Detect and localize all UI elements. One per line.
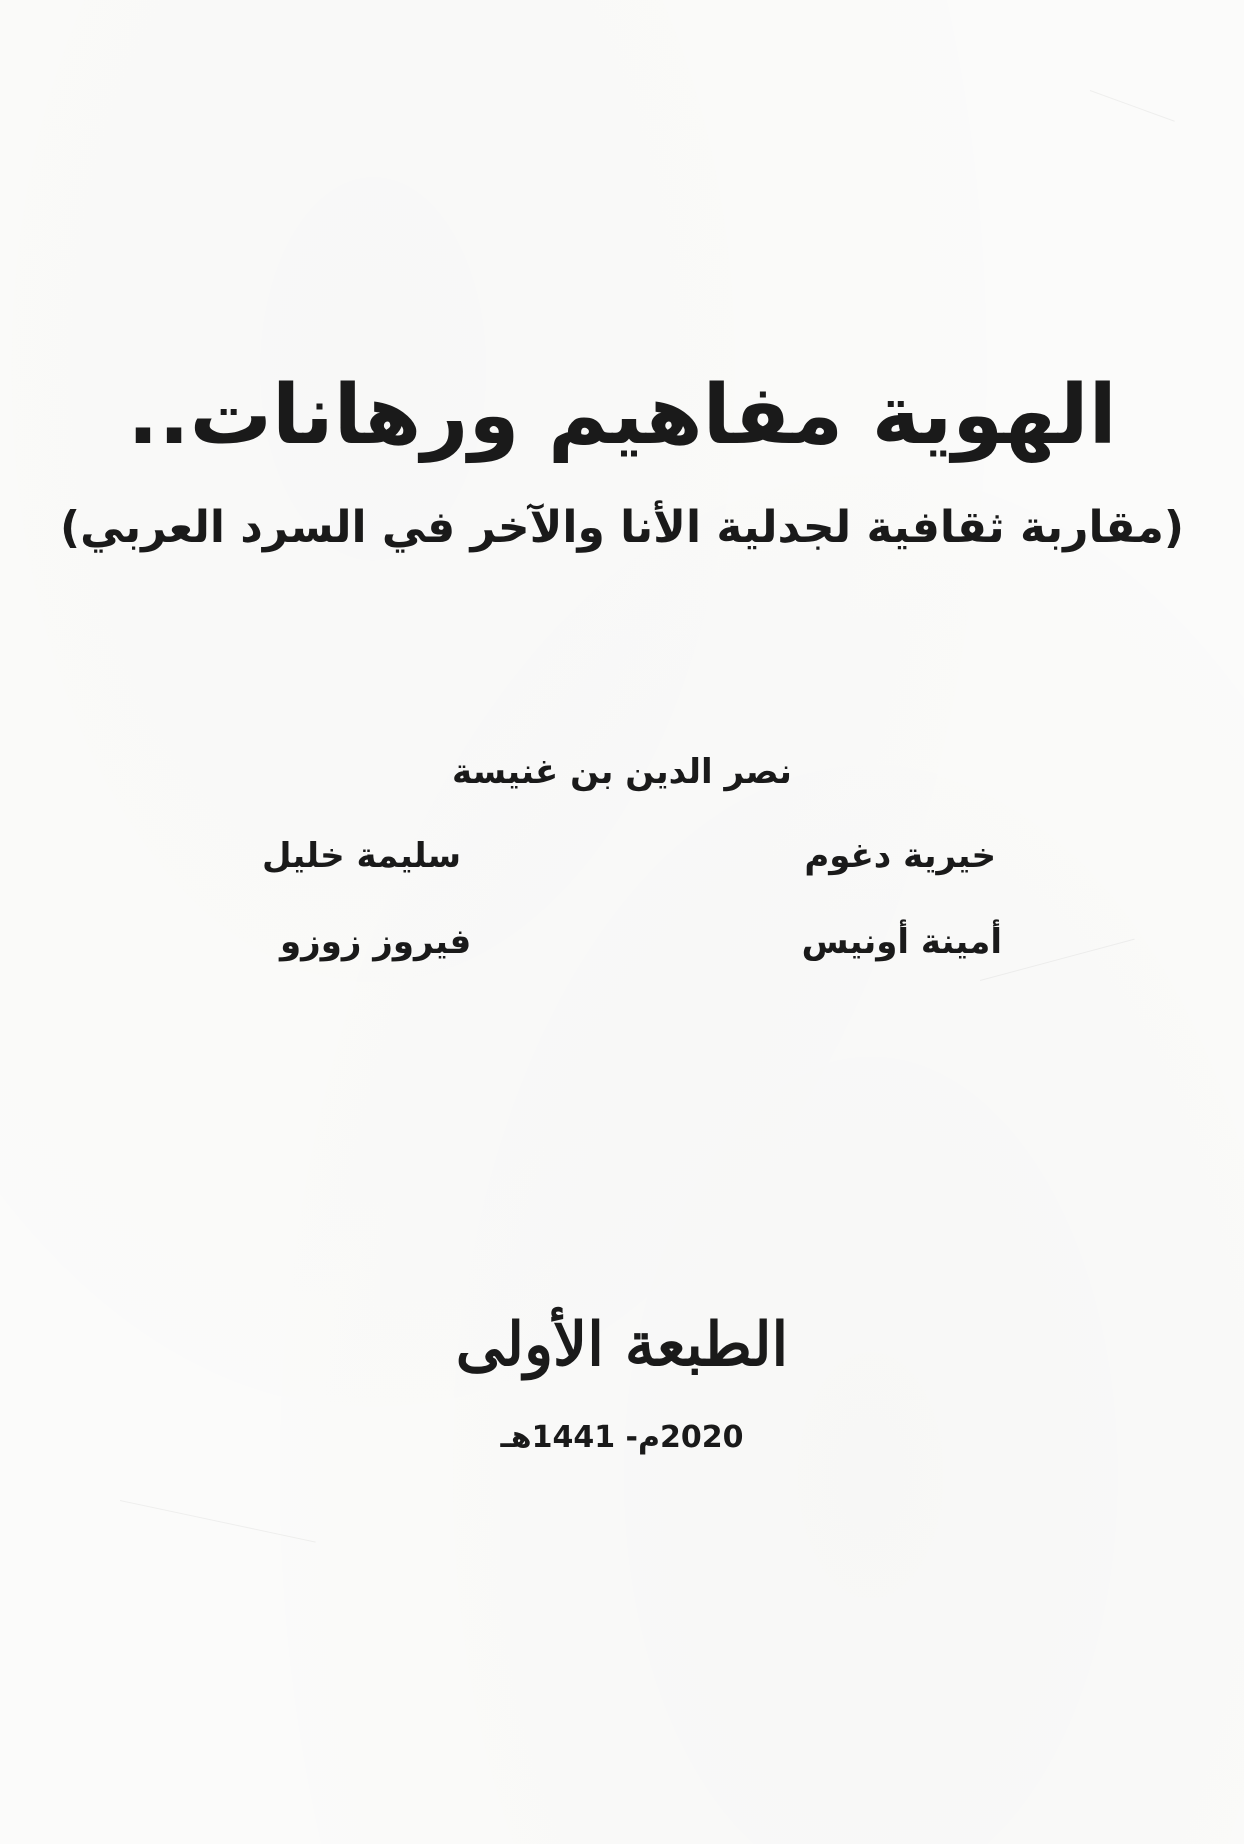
paper-crease <box>980 939 1135 981</box>
lead-author: نصر الدين بن غنيسة <box>452 752 792 792</box>
book-title: الهوية مفاهيم ورهانات.. <box>127 368 1117 463</box>
author-name: سليمة خليل <box>262 836 462 876</box>
book-subtitle: (مقاربة ثقافية لجدلية الأنا والآخر في السرد العربي) <box>59 502 1185 553</box>
author-name: أمينة أونيس <box>801 922 1002 962</box>
paper-crease <box>1090 90 1175 122</box>
author-name: خيرية دغوم <box>804 836 996 876</box>
publication-date: 2020م- 1441هـ <box>500 1420 744 1455</box>
paper-crease <box>120 1500 316 1543</box>
edition-label: الطبعة الأولى <box>455 1310 789 1380</box>
author-name: فيروز زوزو <box>280 922 472 962</box>
